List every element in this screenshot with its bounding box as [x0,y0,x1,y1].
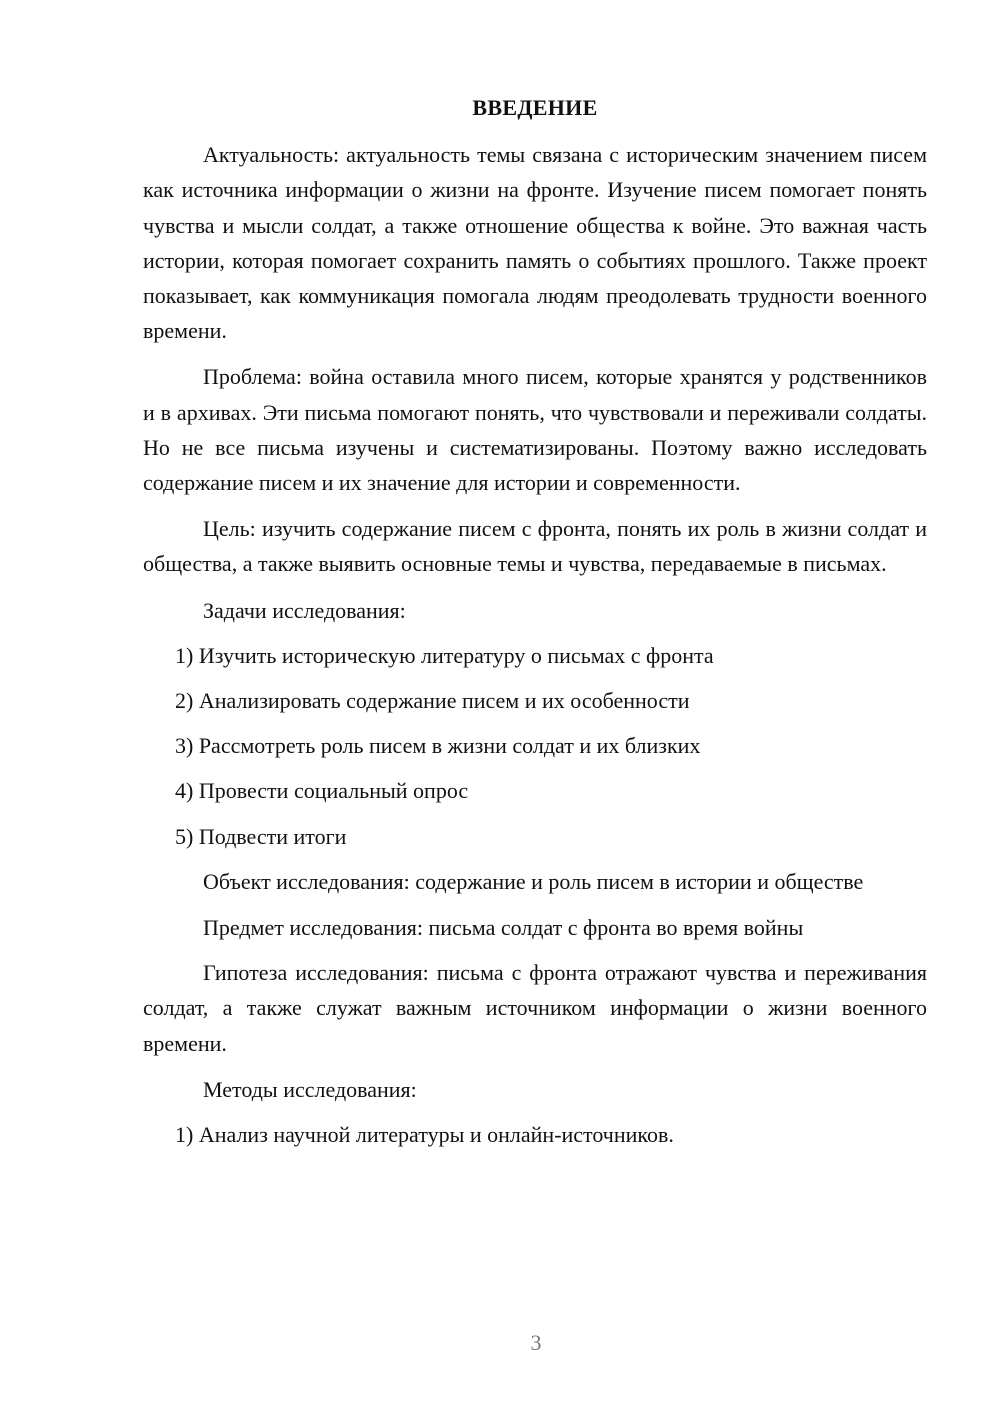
page-number: 3 [530,1330,542,1355]
task-item: 3) Рассмотреть роль писем в жизни солдат и их близких [175,733,701,759]
method-item: 1) Анализ научной литературы и онлайн-источников. [175,1122,674,1148]
goal-paragraph: Цель: изучить содержание писем с фронта, понять их роль в жизни солдат и общества, а также выявить основные темы и чувства, передаваемые в письмах. [143,516,927,577]
methods-list [143,1117,927,1152]
relevance-paragraph: Актуальность: актуальность темы связана с историческим значением писем как источника информации о жизни на фронте. Изучение писем помогает понять чувства и мысли солдат, а также отношение общества к войне. Это важная часть истории, которая помогает сохранить память о событиях прошлого. Также проект показывает, как коммуникация помогала людям преодолевать трудности военного времени. [143,142,927,344]
tasks-title: Задачи исследования: [203,597,406,623]
methods-title: Методы исследования: [203,1076,417,1102]
task-item: 2) Анализировать содержание писем и их особенности [175,688,690,714]
tasks-list [143,638,927,854]
hypothesis-paragraph: Гипотеза исследования: письма с фронта отражают чувства и переживания солдат, а также служат важным источником информации о жизни военного времени. [143,960,927,1056]
task-item: 5) Подвести итоги [175,823,347,849]
section-heading: ВВЕДЕНИЕ [472,95,598,120]
subject-paragraph: Предмет исследования: письма солдат с фронта во время войны [203,915,804,941]
object-paragraph: Объект исследования: содержание и роль писем в истории и обществе [203,868,864,894]
task-item: 4) Провести социальный опрос [175,778,469,804]
task-item: 1) Изучить историческую литературу о письмах с фронта [175,642,714,668]
page-content [143,90,927,1162]
problem-paragraph: Проблема: война оставила много писем, которые хранятся у родственников и в архивах. Эти письма помогают понять, что чувствовали и переживали солдаты. Но не все письма изучены и систематизированы. Поэтому важно исследовать содержание писем и их значение для истории и современности. [143,364,927,496]
